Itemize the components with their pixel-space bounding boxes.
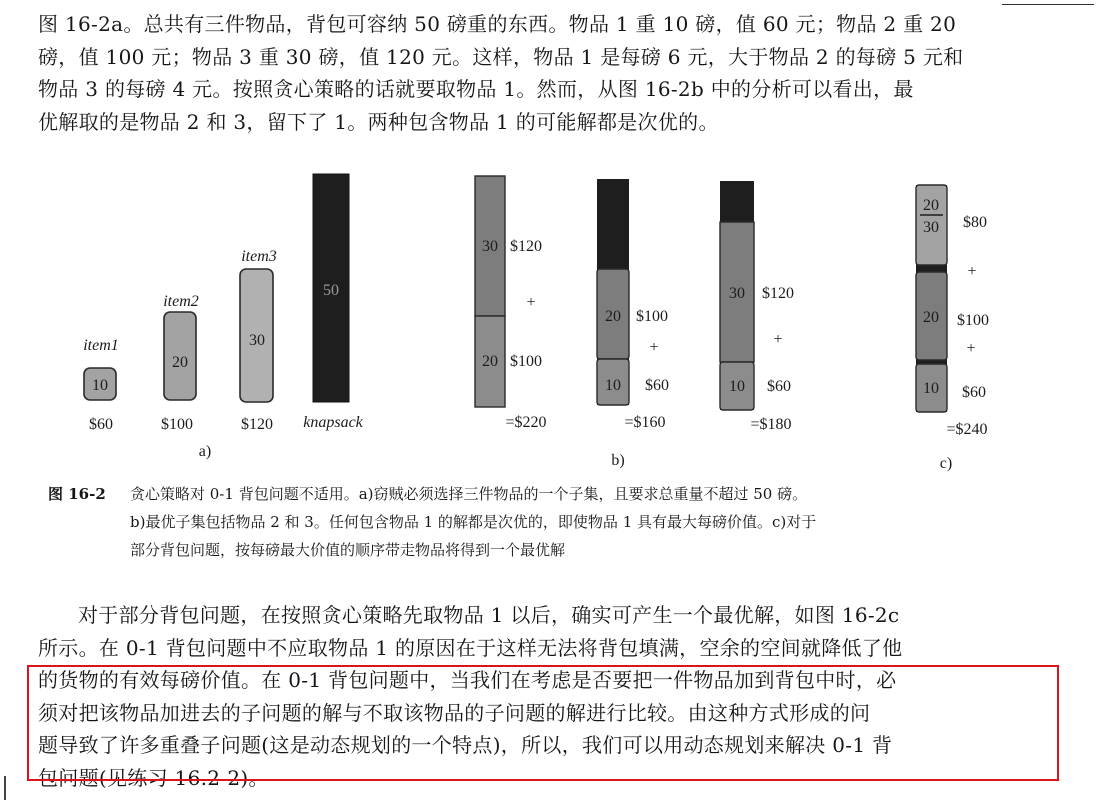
block-weight: 20 bbox=[605, 308, 621, 325]
block-price: $100 bbox=[957, 312, 989, 329]
panel-c-sublabel: c) bbox=[939, 455, 953, 472]
item1-price: $60 bbox=[89, 416, 113, 433]
item2-weight: 20 bbox=[172, 354, 188, 371]
solution-total: =$240 bbox=[946, 421, 988, 438]
solution-total: =$180 bbox=[750, 416, 792, 433]
block-price: $80 bbox=[963, 214, 987, 231]
block-weight: 10 bbox=[729, 378, 745, 395]
highlight-annotation-box bbox=[27, 665, 1059, 781]
fraction-denominator: 30 bbox=[923, 219, 939, 236]
item2-label: item2 bbox=[163, 293, 199, 310]
block-price: $120 bbox=[762, 285, 794, 302]
item1-label: item1 bbox=[83, 337, 119, 354]
plus-sign: + bbox=[773, 331, 783, 348]
panel-a bbox=[83, 174, 363, 460]
item3-label: item3 bbox=[241, 248, 277, 265]
block-price: $100 bbox=[636, 308, 668, 325]
block-weight: 20 bbox=[482, 353, 498, 370]
caption-body bbox=[130, 480, 1060, 564]
item1-weight: 10 bbox=[92, 377, 108, 394]
text-line: 所示。在 0-1 背包问题中不应取物品 1 的原因在于这样无法将背包填满，空余的空间就降低了他 bbox=[38, 635, 903, 660]
solution-b1 bbox=[475, 176, 547, 431]
header-rule bbox=[1002, 4, 1094, 5]
plus-sign: + bbox=[526, 294, 536, 311]
block-weight: 10 bbox=[923, 380, 939, 397]
block-price: $60 bbox=[962, 384, 986, 401]
solution-total: =$220 bbox=[505, 414, 547, 431]
plus-sign: + bbox=[649, 339, 659, 356]
block-price: $120 bbox=[510, 238, 542, 255]
caption-line: 贪心策略对 0-1 背包问题不适用。a)窃贼必须选择三件物品的一个子集，且要求总重量不超过 50 磅。 bbox=[130, 485, 808, 503]
caption-label: 图 16-2 bbox=[48, 485, 106, 503]
figure-16-2 bbox=[0, 170, 1112, 476]
panel-b bbox=[475, 176, 794, 469]
caption-line: 部分背包问题，按每磅最大价值的顺序带走物品将得到一个最优解 bbox=[130, 541, 566, 559]
text-line: 物品 3 的每磅 4 元。按照贪心策略的话就要取物品 1。然而，从图 16-2b 中的分析可以看出，最 bbox=[38, 77, 914, 101]
knapsack-label: knapsack bbox=[303, 414, 363, 431]
text-line: 包问题(见练习 16.2-2)。 bbox=[38, 765, 269, 790]
solution-b2 bbox=[597, 179, 669, 431]
panel-c bbox=[916, 185, 989, 472]
caption-line: b)最优子集包括物品 2 和 3。任何包含物品 1 的解都是次优的，即使物品 1 具有最大每磅价值。c)对于 bbox=[130, 513, 817, 531]
plus-sign: + bbox=[966, 340, 976, 357]
block-weight: 20 bbox=[923, 309, 939, 326]
item3-weight: 30 bbox=[249, 332, 265, 349]
block-price: $60 bbox=[767, 378, 791, 395]
block-weight: 10 bbox=[605, 377, 621, 394]
block-price: $60 bbox=[645, 377, 669, 394]
text-line: 磅，值 100 元；物品 3 重 30 磅，值 120 元。这样，物品 1 是每磅 6 元，大于物品 2 的每磅 5 元和 bbox=[38, 44, 964, 69]
item3-price: $120 bbox=[241, 416, 273, 433]
text-line: 图 16-2a。总共有三件物品，背包可容纳 50 磅重的东西。物品 1 重 10 磅，值 60 元；物品 2 重 20 bbox=[38, 12, 957, 36]
text-line: 对于部分背包问题，在按照贪心策略先取物品 1 以后，确实可产生一个最优解，如图 16-2c bbox=[78, 603, 900, 627]
text-line: 优解取的是物品 2 和 3，留下了 1。两种包含物品 1 的可能解都是次优的。 bbox=[38, 109, 719, 134]
block-weight: 30 bbox=[482, 238, 498, 255]
solution-b3 bbox=[720, 181, 794, 433]
block-price: $100 bbox=[510, 353, 542, 370]
text-line: 须对把该物品加进去的子问题的解与不取该物品的子问题的解进行比较。由这种方式形成的问 bbox=[38, 700, 871, 725]
text-line: 题导致了许多重叠子问题(这是动态规划的一个特点)，所以，我们可以用动态规划来解决 0-1 背 bbox=[38, 733, 893, 757]
block-weight: 30 bbox=[729, 285, 745, 302]
fraction-numerator: 20 bbox=[923, 197, 939, 214]
panel-a-sublabel: a) bbox=[198, 443, 212, 460]
margin-mark bbox=[4, 776, 6, 800]
panel-b-sublabel: b) bbox=[611, 452, 625, 469]
knapsack-capacity: 50 bbox=[323, 282, 339, 299]
text-line: 的货物的有效每磅价值。在 0-1 背包问题中，当我们在考虑是否要把一件物品加到背包中时，必 bbox=[38, 668, 897, 692]
solution-total: =$160 bbox=[624, 414, 666, 431]
plus-sign: + bbox=[967, 263, 977, 280]
item2-price: $100 bbox=[161, 416, 193, 433]
paragraph-intro bbox=[38, 8, 1062, 138]
